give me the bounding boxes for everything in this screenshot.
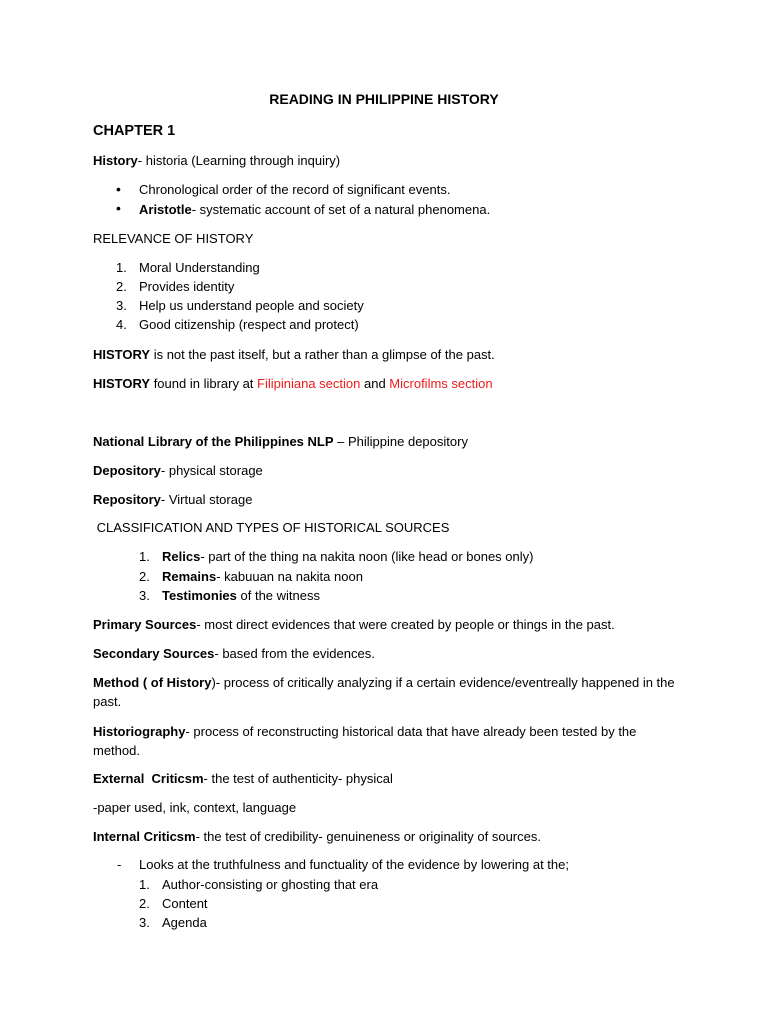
- source-type-remains: [162, 569, 363, 585]
- classification-heading: CLASSIFICATION AND TYPES OF HISTORICAL SOURCES: [93, 520, 450, 535]
- history-found-and: and: [360, 376, 390, 391]
- microfilms-section: Microfilms section: [389, 376, 493, 391]
- method-term: Method ( of History: [93, 675, 212, 690]
- repository-term: Repository: [93, 492, 161, 507]
- bullet-item-text: Chronological order of the record of significant events.: [139, 182, 451, 197]
- remains-text: - kabuuan na nakita noon: [216, 569, 363, 584]
- external-criticism-text: - the test of authenticity- physical: [203, 771, 393, 786]
- history-term: History: [93, 153, 138, 168]
- filipiniana-section: Filipiniana section: [257, 376, 361, 391]
- list-number: 2.: [116, 279, 127, 294]
- primary-sources-text: - most direct evidences that were created by people or things in the past.: [196, 617, 615, 632]
- list-number: 2.: [139, 896, 150, 911]
- nlp-text: – Philippine depository: [333, 434, 468, 449]
- depository-text: - physical storage: [160, 463, 263, 478]
- relics-text: - part of the thing na nakita noon (like head or bones only): [200, 549, 534, 564]
- remains-term: Remains: [162, 569, 217, 584]
- bullet-marker: •: [116, 200, 121, 216]
- testimonies-term: Testimonies: [162, 588, 237, 603]
- list-number: 3.: [116, 298, 127, 313]
- history-found-text: found in library at: [150, 376, 258, 391]
- history-term: HISTORY: [93, 376, 151, 391]
- testimonies-text: of the witness: [236, 588, 320, 603]
- list-number: 1.: [116, 260, 127, 275]
- internal-item: Agenda: [162, 915, 207, 930]
- list-number: 3.: [139, 588, 150, 603]
- history-found: [93, 376, 493, 392]
- history-not-past: [93, 347, 495, 363]
- list-number: 3.: [139, 915, 150, 930]
- list-number: 1.: [139, 549, 150, 564]
- dash-marker: -: [117, 857, 122, 872]
- source-type-testimonies: [162, 588, 320, 604]
- relevance-item: Help us understand people and society: [139, 298, 364, 313]
- list-number: 4.: [116, 317, 127, 332]
- bullet-marker: •: [116, 181, 121, 197]
- relevance-item: Good citizenship (respect and protect): [139, 317, 359, 332]
- method-definition: [93, 673, 678, 711]
- primary-sources-definition: [93, 617, 615, 633]
- history-definition-text: - historia (Learning through inquiry): [137, 153, 341, 168]
- history-definition: [93, 153, 340, 169]
- internal-item: Author-consisting or ghosting that era: [162, 877, 379, 892]
- secondary-sources-definition: [93, 646, 375, 662]
- primary-sources-term: Primary Sources: [93, 617, 197, 632]
- secondary-sources-text: - based from the evidences.: [214, 646, 375, 661]
- list-number: 2.: [139, 569, 150, 584]
- repository-definition: [93, 492, 252, 508]
- historiography-text: - process of reconstructing historical data that have already been tested by the method.: [93, 724, 637, 758]
- depository-definition: [93, 463, 263, 479]
- internal-criticism-text: - the test of credibility- genuineness or originality of sources.: [195, 829, 541, 844]
- internal-criticism-term: Internal Criticsm: [93, 829, 196, 844]
- internal-criticism-dash-item: Looks at the truthfulness and functuality of the evidence by lowering at the;: [139, 857, 569, 872]
- aristotle-term: Aristotle: [139, 202, 192, 217]
- internal-criticism-definition: [93, 829, 541, 845]
- relevance-item: Provides identity: [139, 279, 235, 294]
- bullet-item-text: - systematic account of set of a natural phenomena.: [191, 202, 491, 217]
- source-type-relics: [162, 549, 533, 565]
- external-criticism-term: External Criticsm: [93, 771, 204, 786]
- external-criticism-note: -paper used, ink, context, language: [93, 800, 297, 815]
- historiography-definition: [93, 722, 678, 760]
- bullet-item-aristotle: [139, 202, 490, 218]
- repository-text: - Virtual storage: [160, 492, 253, 507]
- relics-term: Relics: [162, 549, 201, 564]
- internal-item: Content: [162, 896, 208, 911]
- relevance-item: Moral Understanding: [139, 260, 260, 275]
- list-number: 1.: [139, 877, 150, 892]
- historiography-term: Historiography: [93, 724, 186, 739]
- chapter-heading: CHAPTER 1: [93, 123, 176, 139]
- external-criticism-definition: [93, 771, 393, 787]
- depository-term: Depository: [93, 463, 161, 478]
- method-text: )- process of critically analyzing if a certain evidence/eventreally happened in the past.: [93, 675, 675, 709]
- document-title: READING IN PHILIPPINE HISTORY: [269, 91, 499, 107]
- history-term: HISTORY: [93, 347, 151, 362]
- relevance-heading: RELEVANCE OF HISTORY: [93, 231, 254, 246]
- nlp-definition: [93, 434, 468, 450]
- secondary-sources-term: Secondary Sources: [93, 646, 215, 661]
- nlp-term: National Library of the Philippines NLP: [93, 434, 334, 449]
- bullet-item-chronological: [139, 182, 450, 198]
- history-not-past-text: is not the past itself, but a rather than a glimpse of the past.: [150, 347, 495, 362]
